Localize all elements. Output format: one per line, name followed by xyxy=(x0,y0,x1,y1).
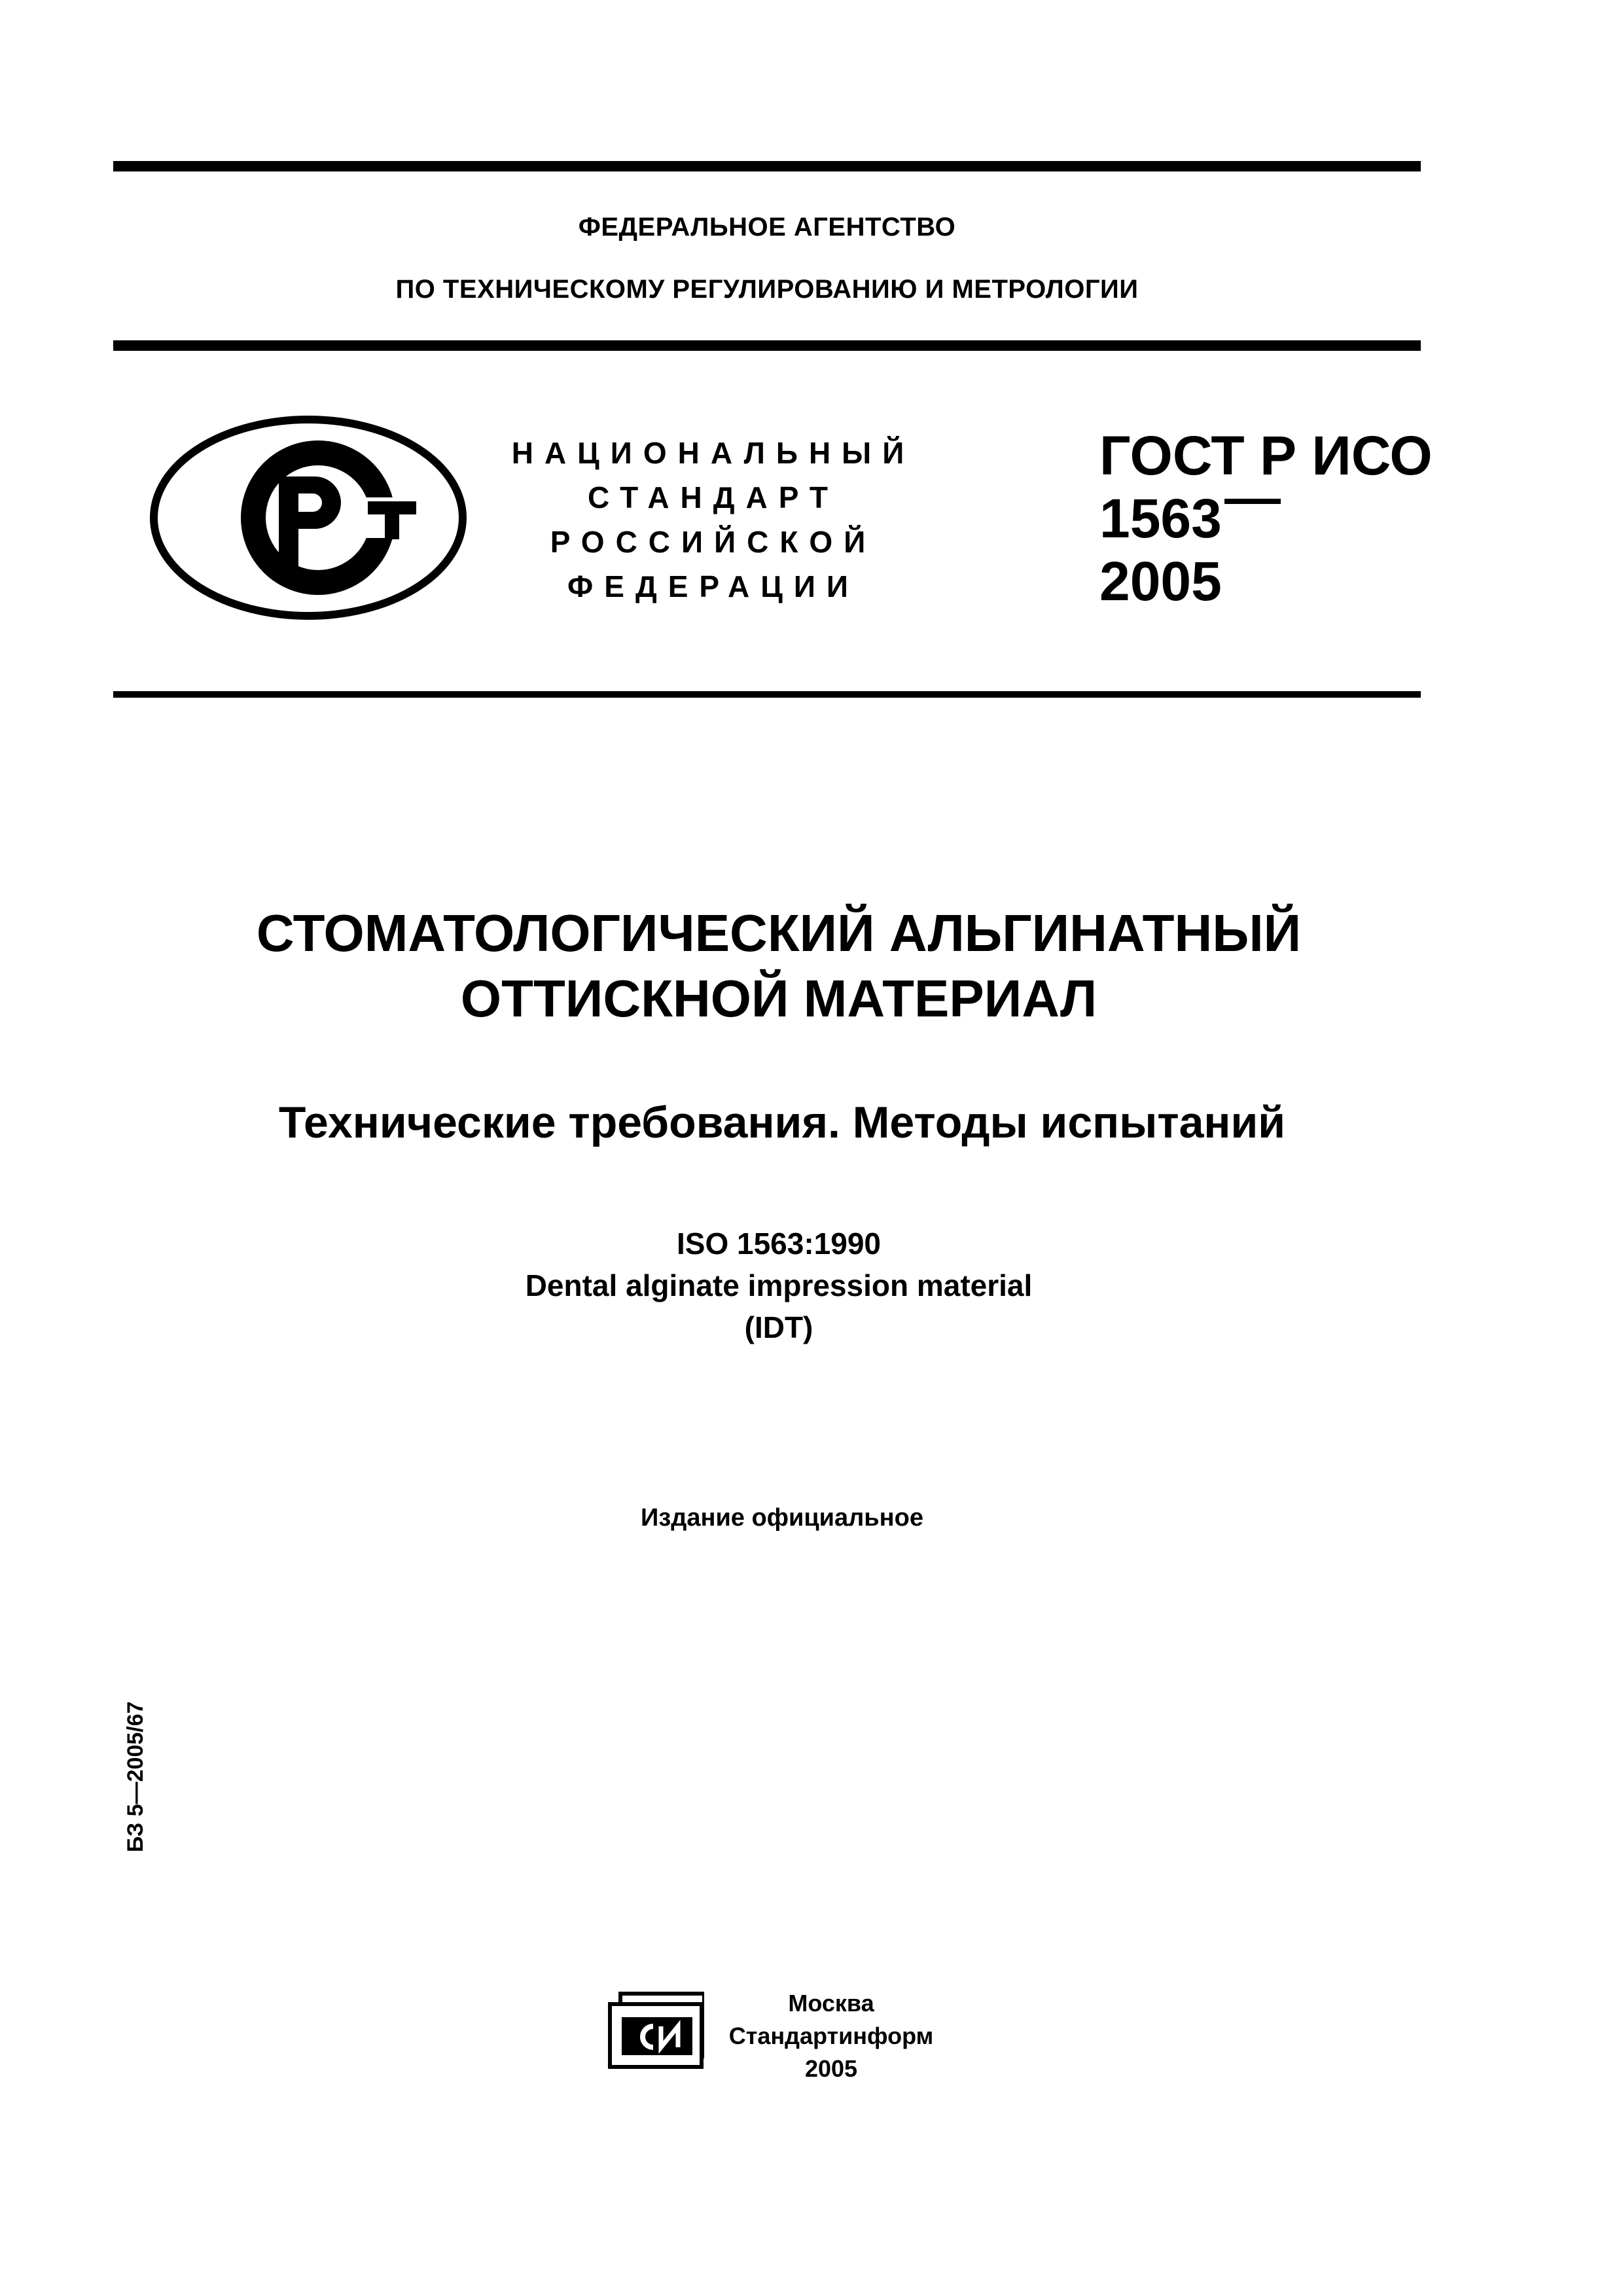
standartinform-logo-icon xyxy=(607,1991,704,2070)
iso-ref-equivalence: (IDT) xyxy=(744,1310,813,1344)
document-title-line1: СТОМАТОЛОГИЧЕСКИЙ АЛЬГИНАТНЫЙ xyxy=(256,904,1302,962)
standard-code-dash xyxy=(1224,499,1281,504)
agency-line-2: ПО ТЕХНИЧЕСКОМУ РЕГУЛИРОВАНИЮ И МЕТРОЛОГИИ xyxy=(395,275,1139,304)
side-registration-code: БЗ 5—2005/67 xyxy=(123,1701,148,1852)
publisher-name: Стандартинформ xyxy=(728,2022,934,2049)
standard-code-line1: ГОСТ Р ИСО xyxy=(1099,425,1433,486)
national-line-4: ФЕДЕРАЦИИ xyxy=(567,569,859,603)
middle-rule xyxy=(113,340,1421,351)
national-standard-label xyxy=(497,431,929,609)
national-line-2: СТАНДАРТ xyxy=(588,480,839,514)
standard-code-number-row xyxy=(1099,487,1433,550)
rst-logo-icon xyxy=(148,414,469,622)
publisher-year: 2005 xyxy=(804,2055,858,2082)
bottom-rule xyxy=(113,691,1421,698)
national-line-1: НАЦИОНАЛЬНЫЙ xyxy=(511,436,916,470)
document-title xyxy=(0,901,1558,1031)
publisher-city: Москва xyxy=(788,1990,874,2017)
document-title-line2: ОТТИСКНОЙ МАТЕРИАЛ xyxy=(460,969,1097,1028)
standard-code xyxy=(1099,424,1433,613)
standard-code-number: 1563 xyxy=(1099,488,1222,549)
iso-ref-number: ISO 1563:1990 xyxy=(676,1227,881,1261)
iso-reference xyxy=(0,1223,1558,1348)
iso-ref-title: Dental alginate impression material xyxy=(525,1268,1033,1302)
standard-code-year: 2005 xyxy=(1099,550,1222,612)
edition-label: Издание официальное xyxy=(641,1504,923,1532)
national-line-3: РОССИЙСКОЙ xyxy=(550,525,877,559)
publisher-block xyxy=(720,1987,942,2085)
top-rule xyxy=(113,161,1421,171)
document-subtitle: Технические требования. Методы испытаний xyxy=(278,1098,1286,1147)
agency-line-1: ФЕДЕРАЛЬНОЕ АГЕНТСТВО xyxy=(578,213,956,242)
